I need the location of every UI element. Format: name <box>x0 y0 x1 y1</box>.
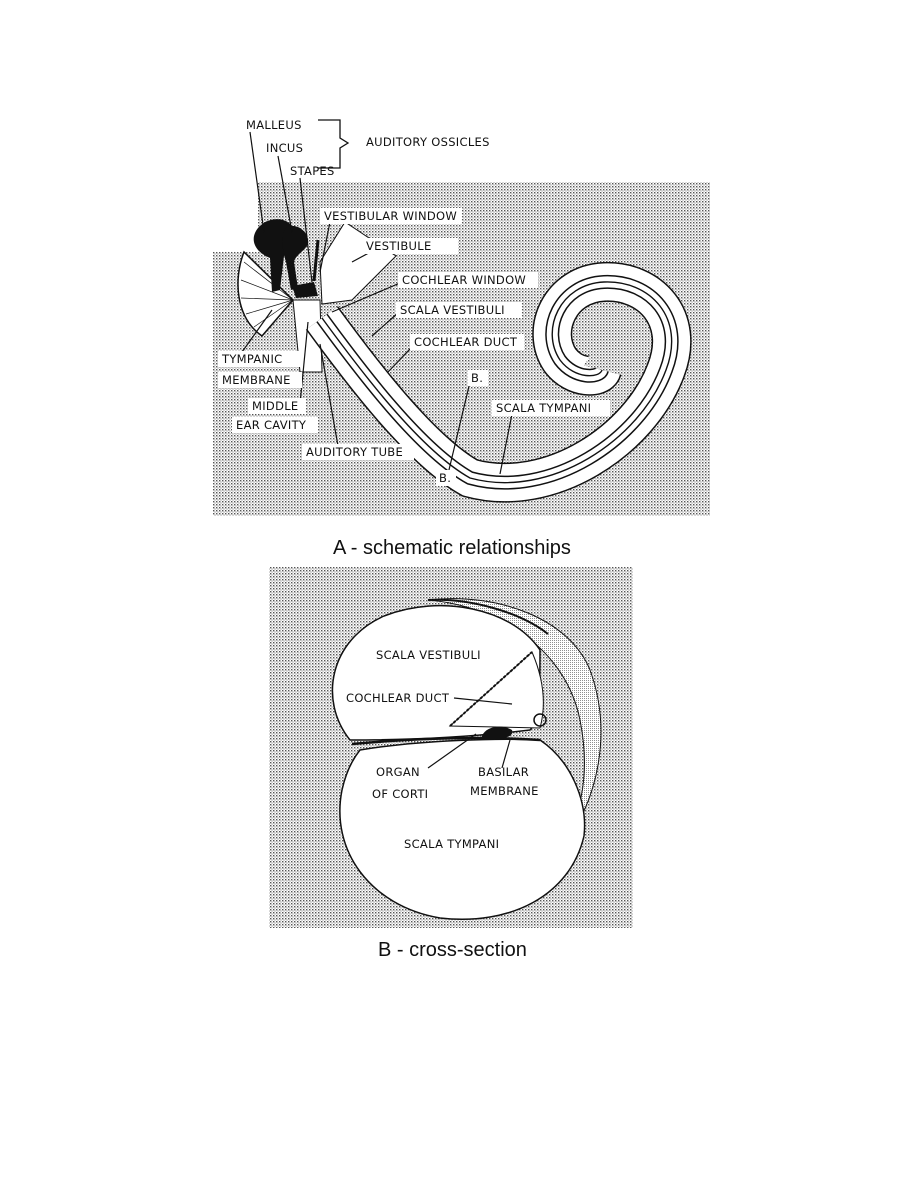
b-cochlear-duct-label: COCHLEAR DUCT <box>346 691 450 705</box>
scala-vestibuli-label: SCALA VESTIBULI <box>400 303 505 317</box>
section-marker-bottom: B. <box>439 471 452 485</box>
panel-b-caption: B - cross-section <box>378 939 527 961</box>
auditory-ossicles-label: AUDITORY OSSICLES <box>366 135 490 149</box>
auditory-tube-label: AUDITORY TUBE <box>306 445 404 459</box>
basilar-label: BASILAR <box>478 765 530 779</box>
incus-label: INCUS <box>266 141 304 155</box>
cochlear-window-label: COCHLEAR WINDOW <box>402 273 527 287</box>
cochlear-duct-label: COCHLEAR DUCT <box>414 335 518 349</box>
scala-tympani-label: SCALA TYMPANI <box>496 401 592 415</box>
stapes-label: STAPES <box>290 164 335 178</box>
section-marker-top: B. <box>471 371 484 385</box>
vestibular-window-label: VESTIBULAR WINDOW <box>324 209 458 223</box>
of-corti-label: OF CORTI <box>372 787 429 801</box>
panel-b-cross-section <box>269 567 633 961</box>
panel-a-schematic <box>208 118 710 559</box>
panel-a-caption: A - schematic relationships <box>333 537 571 559</box>
vestibule-label: VESTIBULE <box>366 239 432 253</box>
organ-label: ORGAN <box>376 765 420 779</box>
ear-cavity-label: EAR CAVITY <box>236 418 307 432</box>
b-scala-vestibuli-label: SCALA VESTIBULI <box>376 648 481 662</box>
b-scala-tympani-label: SCALA TYMPANI <box>404 837 500 851</box>
tympanic-label: TYMPANIC <box>222 352 283 366</box>
malleus-label: MALLEUS <box>246 118 302 132</box>
middle-label: MIDDLE <box>252 399 299 413</box>
outer-ear-canal <box>208 182 258 252</box>
b-membrane-label: MEMBRANE <box>470 784 539 798</box>
membrane-label: MEMBRANE <box>222 373 291 387</box>
